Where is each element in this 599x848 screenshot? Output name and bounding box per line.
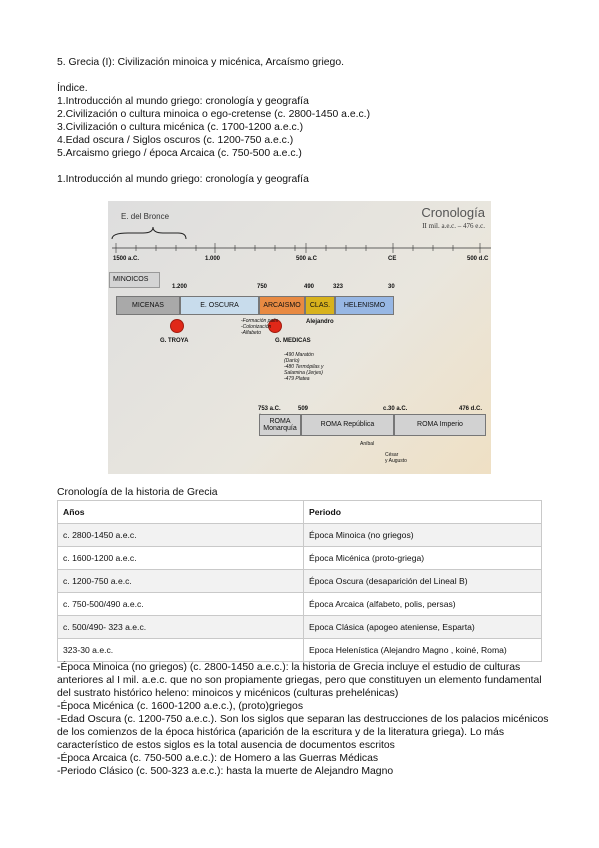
axis-label: CE — [388, 256, 397, 262]
note-paragraph: -Época Micénica (c. 1600-1200 a.e.c.), (proto)griegos — [57, 701, 304, 712]
note-paragraph: -Periodo Clásico (c. 500-323 a.e.c.): hasta la muerte de Alejandro Magno — [57, 766, 394, 777]
archaic-note: -Alfabeto — [241, 330, 262, 336]
index-title: Índice. — [57, 83, 88, 94]
rome-year-label: 476 d.C. — [459, 406, 483, 412]
notes-section — [57, 661, 557, 778]
battle-note: (Darío) — [284, 358, 300, 364]
battle-note: -479 Platea — [284, 376, 310, 382]
cell-years: c. 1200-750 a.e.c. — [58, 570, 304, 593]
year-label: 1.200 — [172, 284, 188, 290]
table-row — [58, 639, 542, 662]
cesar-label: César — [385, 452, 399, 458]
cell-period: Epoca Clásica (apogeo ateniense, Esparta) — [304, 616, 542, 639]
cell-years: c. 750-500/490 a.e.c. — [58, 593, 304, 616]
cell-years: c. 1600-1200 a.e.c. — [58, 547, 304, 570]
table-row — [58, 593, 542, 616]
rome-year-label: 509 — [298, 406, 309, 412]
roma-monarquia-box: ROMA Monarquía — [259, 414, 301, 436]
cell-years: 323-30 a.e.c. — [58, 639, 304, 662]
cell-period: Época Minoica (no griegos) — [304, 524, 542, 547]
rome-year-label: 753 a.C. — [258, 406, 281, 412]
axis-label: 1.000 — [205, 256, 221, 262]
axis-label: 1500 a.C. — [113, 256, 140, 262]
rome-year-label: c.30 a.C. — [383, 406, 408, 412]
year-label: 750 — [257, 284, 268, 290]
year-label: 30 — [388, 284, 395, 290]
index-section — [57, 82, 370, 160]
table-row — [58, 570, 542, 593]
bronze-age-label: E. del Bronce — [121, 212, 170, 221]
header-period: Periodo — [304, 501, 542, 524]
roma-republica-box: ROMA República — [301, 414, 394, 436]
cell-period: Epoca Helenística (Alejandro Magno , koiné, Roma) — [304, 639, 542, 662]
troya-marker-icon — [170, 319, 184, 333]
year-label: 323 — [333, 284, 344, 290]
index-item: 4.Edad oscura / Siglos oscuros (c. 1200-750 a.e.c.) — [57, 135, 294, 146]
period-arcaismo: ARCAISMO — [259, 296, 305, 315]
cell-years: c. 2800-1450 a.e.c. — [58, 524, 304, 547]
battle-note: Salamina (Jerjes) — [284, 370, 323, 376]
period-micenas: MICENAS — [116, 296, 180, 315]
timeline-title: Cronología — [421, 205, 485, 220]
axis-label: 500 a.C — [296, 256, 318, 262]
table-row — [58, 616, 542, 639]
cell-period: Época Arcaica (alfabeto, polis, persas) — [304, 593, 542, 616]
note-paragraph: -Época Minoica (no griegos) (c. 2800-1450 a.e.c.): la historia de Grecia incluye el estudio de culturas anteriores al I mil. a.e.c. que no son propiamente griegas, pero que constituyen un elemento fundamental del sustrato histórico heleno: minoicos y micénicos (culturas prehelénicas) — [57, 662, 542, 699]
index-item: 1.Introducción al mundo griego: cronología y geografía — [57, 96, 309, 107]
chronology-timeline-figure — [108, 201, 491, 474]
anibal-label: Aníbal — [360, 441, 375, 447]
cell-period: Época Micénica (proto-griega) — [304, 547, 542, 570]
medicas-label: G. MEDICAS — [275, 338, 311, 344]
table-caption: Cronología de la historia de Grecia — [57, 487, 218, 498]
page-heading: 5. Grecia (I): Civilización minoica y micénica, Arcaísmo griego. — [57, 57, 344, 68]
chronology-table — [57, 500, 542, 662]
minoicos-box: MINOICOS — [109, 272, 160, 288]
archaic-note: -Colonización — [241, 324, 272, 330]
note-paragraph: -Época Arcaica (c. 750-500 a.e.c.): de Homero a las Guerras Médicas — [57, 753, 379, 764]
note-paragraph: -Edad Oscura (c. 1200-750 a.e.c.). Son los siglos que separan las destrucciones de los palacios micénicos de los comienzos de la época histórica (aparición de la escritura y de la literatura griega). Lo más característico de estos siglos es la total ausencia de documentos escritos — [57, 714, 549, 751]
timeline-subtitle: II mil. a.e.c. – 476 e.c. — [422, 222, 485, 230]
table-row — [58, 524, 542, 547]
table-row — [58, 547, 542, 570]
alejandro-label: Alejandro — [306, 319, 334, 325]
period-clasica: CLAS. — [305, 296, 335, 315]
section-title: 1.Introducción al mundo griego: cronología y geografía — [57, 174, 309, 185]
index-item: 3.Civilización o cultura micénica (c. 1700-1200 a.e.c.) — [57, 122, 304, 133]
period-helenismo: HELENISMO — [335, 296, 394, 315]
index-item: 5.Arcaismo griego / época Arcaica (c. 750-500 a.e.c.) — [57, 148, 302, 159]
archaic-note: -Formación polis — [241, 318, 278, 324]
cell-years: c. 500/490- 323 a.e.c. — [58, 616, 304, 639]
cell-period: Época Oscura (desaparición del Lineal B) — [304, 570, 542, 593]
table-header-row — [58, 501, 542, 524]
year-label: 490 — [304, 284, 315, 290]
period-e-oscura: E. OSCURA — [180, 296, 259, 315]
index-item: 2.Civilización o cultura minoica o ego-cretense (c. 2800-1450 a.e.c.) — [57, 109, 371, 120]
cesar-label: y Augusto — [385, 458, 407, 464]
header-years: Años — [58, 501, 304, 524]
troya-label: G. TROYA — [160, 338, 189, 344]
axis-label: 500 d.C — [467, 256, 489, 262]
battle-note: -480 Termópilas y — [284, 364, 324, 370]
roma-imperio-box: ROMA Imperio — [394, 414, 486, 436]
battle-note: -490 Maratón — [284, 352, 314, 358]
